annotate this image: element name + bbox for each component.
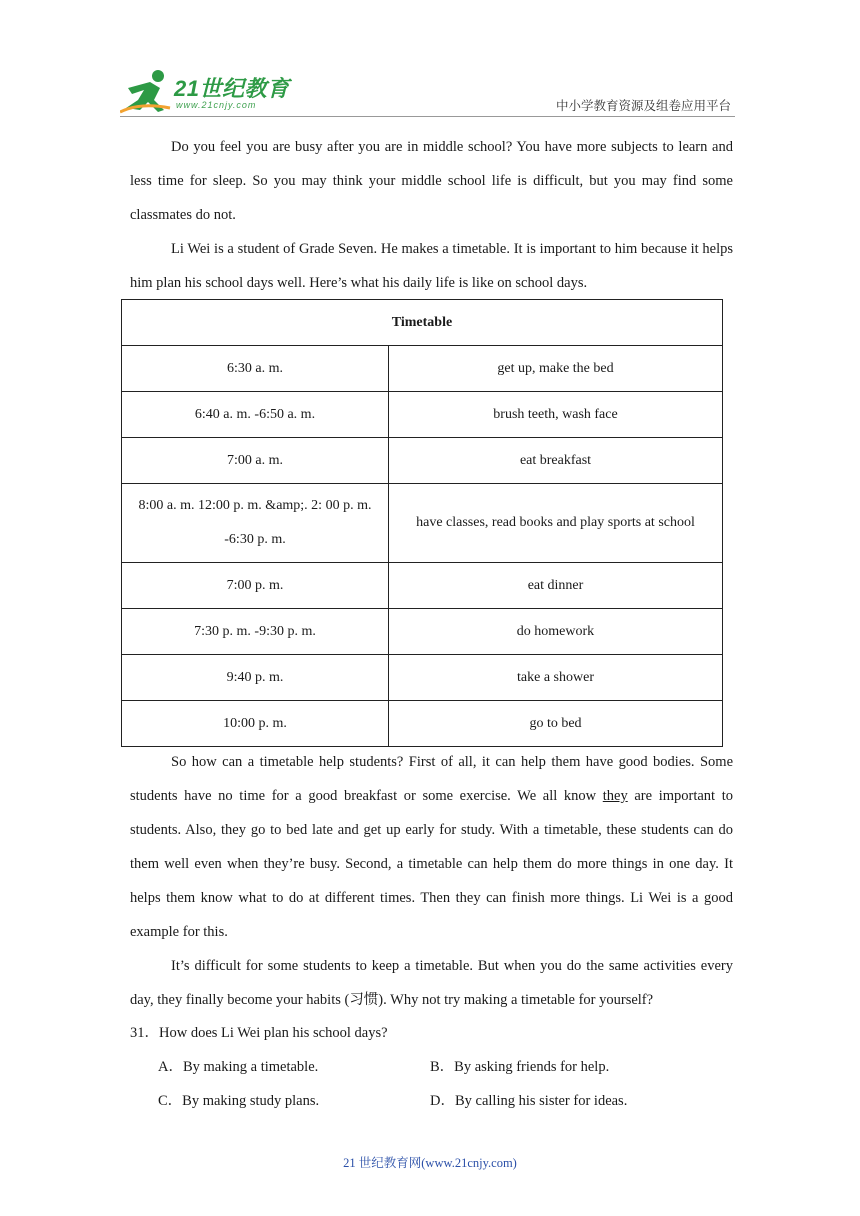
runner-logo-icon: [120, 68, 174, 114]
paragraph-3: [130, 745, 733, 949]
time-cell: 7:30 p. m. -9:30 p. m.: [122, 609, 389, 655]
table-row: [122, 438, 723, 484]
time-cell: 10:00 p. m.: [122, 701, 389, 747]
paragraph-1: Do you feel you are busy after you are in middle school? You have more subjects to learn and less time for sleep. So you may think your middle school life is difficult, but you may find some classmates do not.: [130, 139, 733, 223]
logo-url: www.21cnjy.com: [176, 100, 257, 110]
time-cell: 7:00 a. m.: [122, 438, 389, 484]
timetable-header-row: [122, 300, 723, 346]
paragraph-4: It’s difficult for some students to keep a timetable. But when you do the same activities every day, they finally become your habits (习惯). Why not try making a timetable for yourself?: [130, 958, 733, 1008]
option-b: B．By asking friends for help.: [430, 1059, 610, 1075]
activity-cell: have classes, read books and play sports at school: [389, 484, 723, 563]
activity-cell: do homework: [389, 609, 723, 655]
table-row: [122, 701, 723, 747]
activity-cell: get up, make the bed: [389, 346, 723, 392]
time-cell: 7:00 p. m.: [122, 563, 389, 609]
logo-text: 21世纪教育: [174, 76, 290, 101]
option-d: D．By calling his sister for ideas.: [430, 1093, 628, 1109]
logo: [120, 68, 290, 118]
activity-cell: take a shower: [389, 655, 723, 701]
activity-cell: brush teeth, wash face: [389, 392, 723, 438]
time-cell: 6:30 a. m.: [122, 346, 389, 392]
header-divider: [120, 116, 735, 117]
paragraph-3-start: So how can a timetable help students? First of all, it can help them have good bodies. Some students have no time for a good breakfast or some exercise. We all know: [130, 754, 733, 804]
paragraph-3-end: are important to students. Also, they go to bed late and get up early for study. With a timetable, these students can do them well even when they’re busy. Second, a timetable can help them do more things in one day. It helps them know what to do at different times. Then they can finish more things. Li Wei is a good example for this.: [130, 788, 733, 940]
table-row: [122, 609, 723, 655]
option-a: A．By making a timetable.: [158, 1059, 319, 1075]
table-row: [122, 346, 723, 392]
time-cell: 6:40 a. m. -6:50 a. m.: [122, 392, 389, 438]
table-row: [122, 655, 723, 701]
time-cell: 8:00 a. m. 12:00 p. m. &amp;. 2: 00 p. m. -6:30 p. m.: [122, 484, 389, 563]
question-31: 31．How does Li Wei plan his school days?: [130, 1025, 388, 1041]
timetable-title: Timetable: [122, 300, 723, 346]
answer-options: [158, 1050, 733, 1118]
page-header: [120, 68, 735, 118]
platform-title: 中小学教育资源及组卷应用平台: [555, 98, 731, 113]
table-row: [122, 484, 723, 563]
timetable: [121, 299, 723, 747]
time-cell: 9:40 p. m.: [122, 655, 389, 701]
page-footer: 21 世纪教育网(www.21cnjy.com): [343, 1156, 517, 1170]
underlined-word: they: [602, 788, 628, 804]
activity-cell: eat breakfast: [389, 438, 723, 484]
option-c: C．By making study plans.: [158, 1093, 320, 1109]
options-row: [158, 1050, 733, 1084]
activity-cell: eat dinner: [389, 563, 723, 609]
table-row: [122, 563, 723, 609]
table-row: [122, 392, 723, 438]
activity-cell: go to bed: [389, 701, 723, 747]
intro-section: [130, 130, 733, 300]
options-row: [158, 1084, 733, 1118]
body-section: [130, 745, 733, 1017]
paragraph-2: Li Wei is a student of Grade Seven. He makes a timetable. It is important to him because it helps him plan his school days well. Here’s what his daily life is like on school days.: [130, 241, 733, 291]
